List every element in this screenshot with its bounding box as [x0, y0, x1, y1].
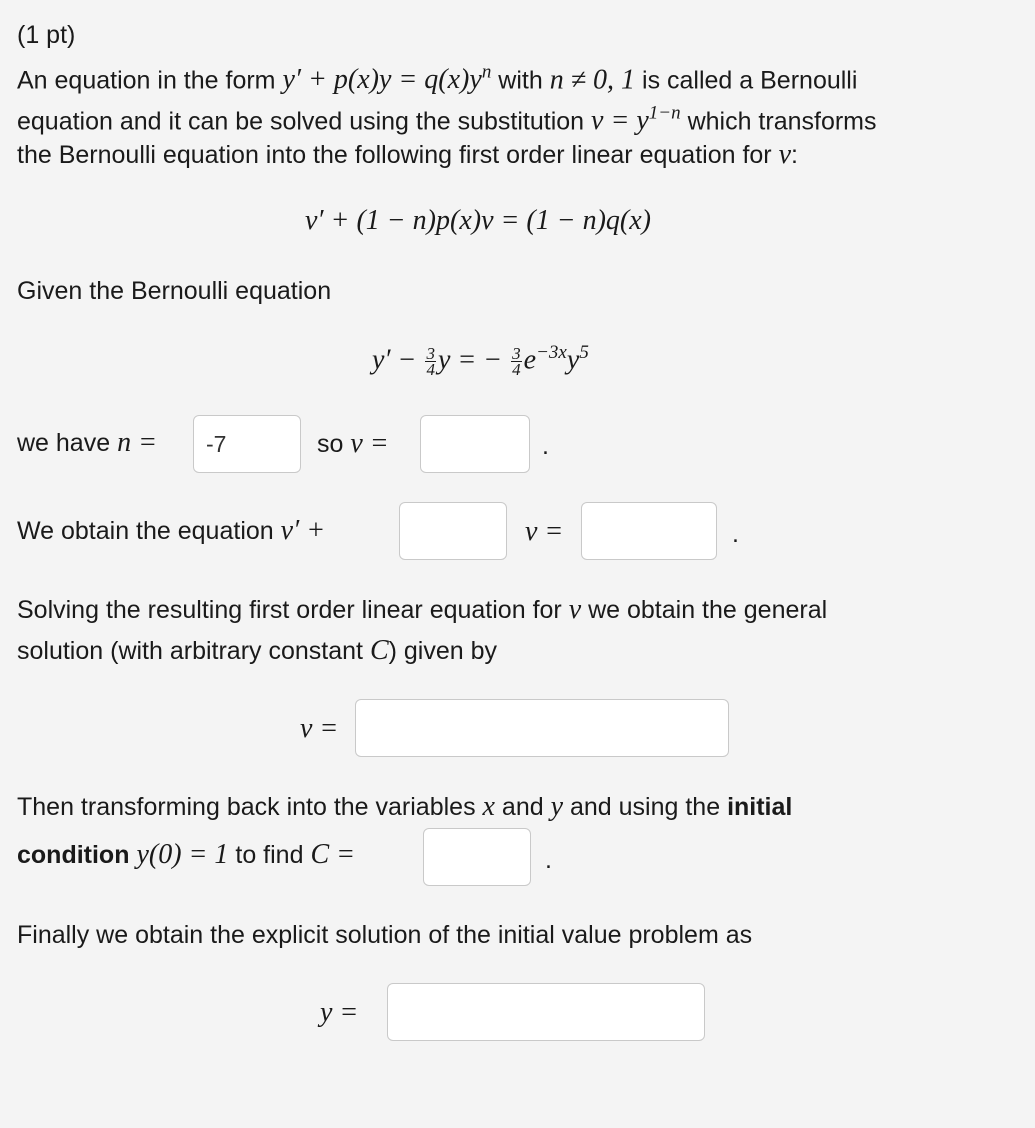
- transform-line-2: condition y(0) = 1 to find C =: [17, 839, 356, 870]
- points-label: (1 pt): [17, 21, 76, 49]
- constant-c-input[interactable]: [423, 828, 531, 886]
- fraction-3-4-rhs: $\frac{3}{4}$: [512, 344, 521, 380]
- rhs-input[interactable]: [581, 502, 717, 560]
- substitution-formula: $v = y^{1-n}$: [591, 103, 681, 137]
- final-label: Finally we obtain the explicit solution of the initial value problem as: [17, 921, 753, 949]
- period: .: [732, 520, 739, 548]
- bernoulli-form: $y' + p(x)y = q(x)y^n$: [282, 62, 492, 96]
- v-general-label: v =: [300, 713, 339, 744]
- solve-line-2: solution (with arbitrary constant C) given by: [17, 635, 498, 666]
- so-v-label: so v =: [317, 428, 389, 459]
- given-label: Given the Bernoulli equation: [17, 277, 332, 305]
- explicit-solution-input[interactable]: [387, 983, 705, 1041]
- given-equation: y′ − $\frac{3}{4}$ y = − $\frac{3}{4}$ $e^{-3x}y^5$: [372, 342, 589, 380]
- coefficient-input[interactable]: [399, 502, 507, 560]
- obtain-equation-label: We obtain the equation v′ +: [17, 515, 326, 546]
- y-equals-label: y =: [320, 997, 359, 1028]
- n-input[interactable]: [193, 415, 301, 473]
- linear-equation: v′ + (1 − n)p(x)v = (1 − n)q(x): [305, 205, 652, 236]
- n-condition: n ≠ 0, 1: [549, 64, 636, 96]
- v-substitution-input[interactable]: [420, 415, 530, 473]
- intro-line-1: An equation in the form $y' + p(x)y = q(x)y^n$ with n ≠ 0, 1 is called a Bernoulli: [17, 62, 858, 96]
- general-solution-input[interactable]: [355, 699, 729, 757]
- period: .: [542, 432, 549, 460]
- we-have-label: we have n =: [17, 427, 157, 458]
- period: .: [545, 846, 552, 874]
- transform-line-1: Then transforming back into the variables x and y and using the initial: [17, 791, 793, 822]
- intro-line-2: equation and it can be solved using the substitution $v = y^{1-n}$ which transforms: [17, 103, 877, 137]
- solve-line-1: Solving the resulting first order linear equation for v we obtain the general: [17, 594, 828, 625]
- v-equals-label: v =: [525, 516, 564, 547]
- intro-line-3: the Bernoulli equation into the following first order linear equation for v:: [17, 139, 798, 170]
- fraction-3-4: $\frac{3}{4}$: [426, 344, 435, 380]
